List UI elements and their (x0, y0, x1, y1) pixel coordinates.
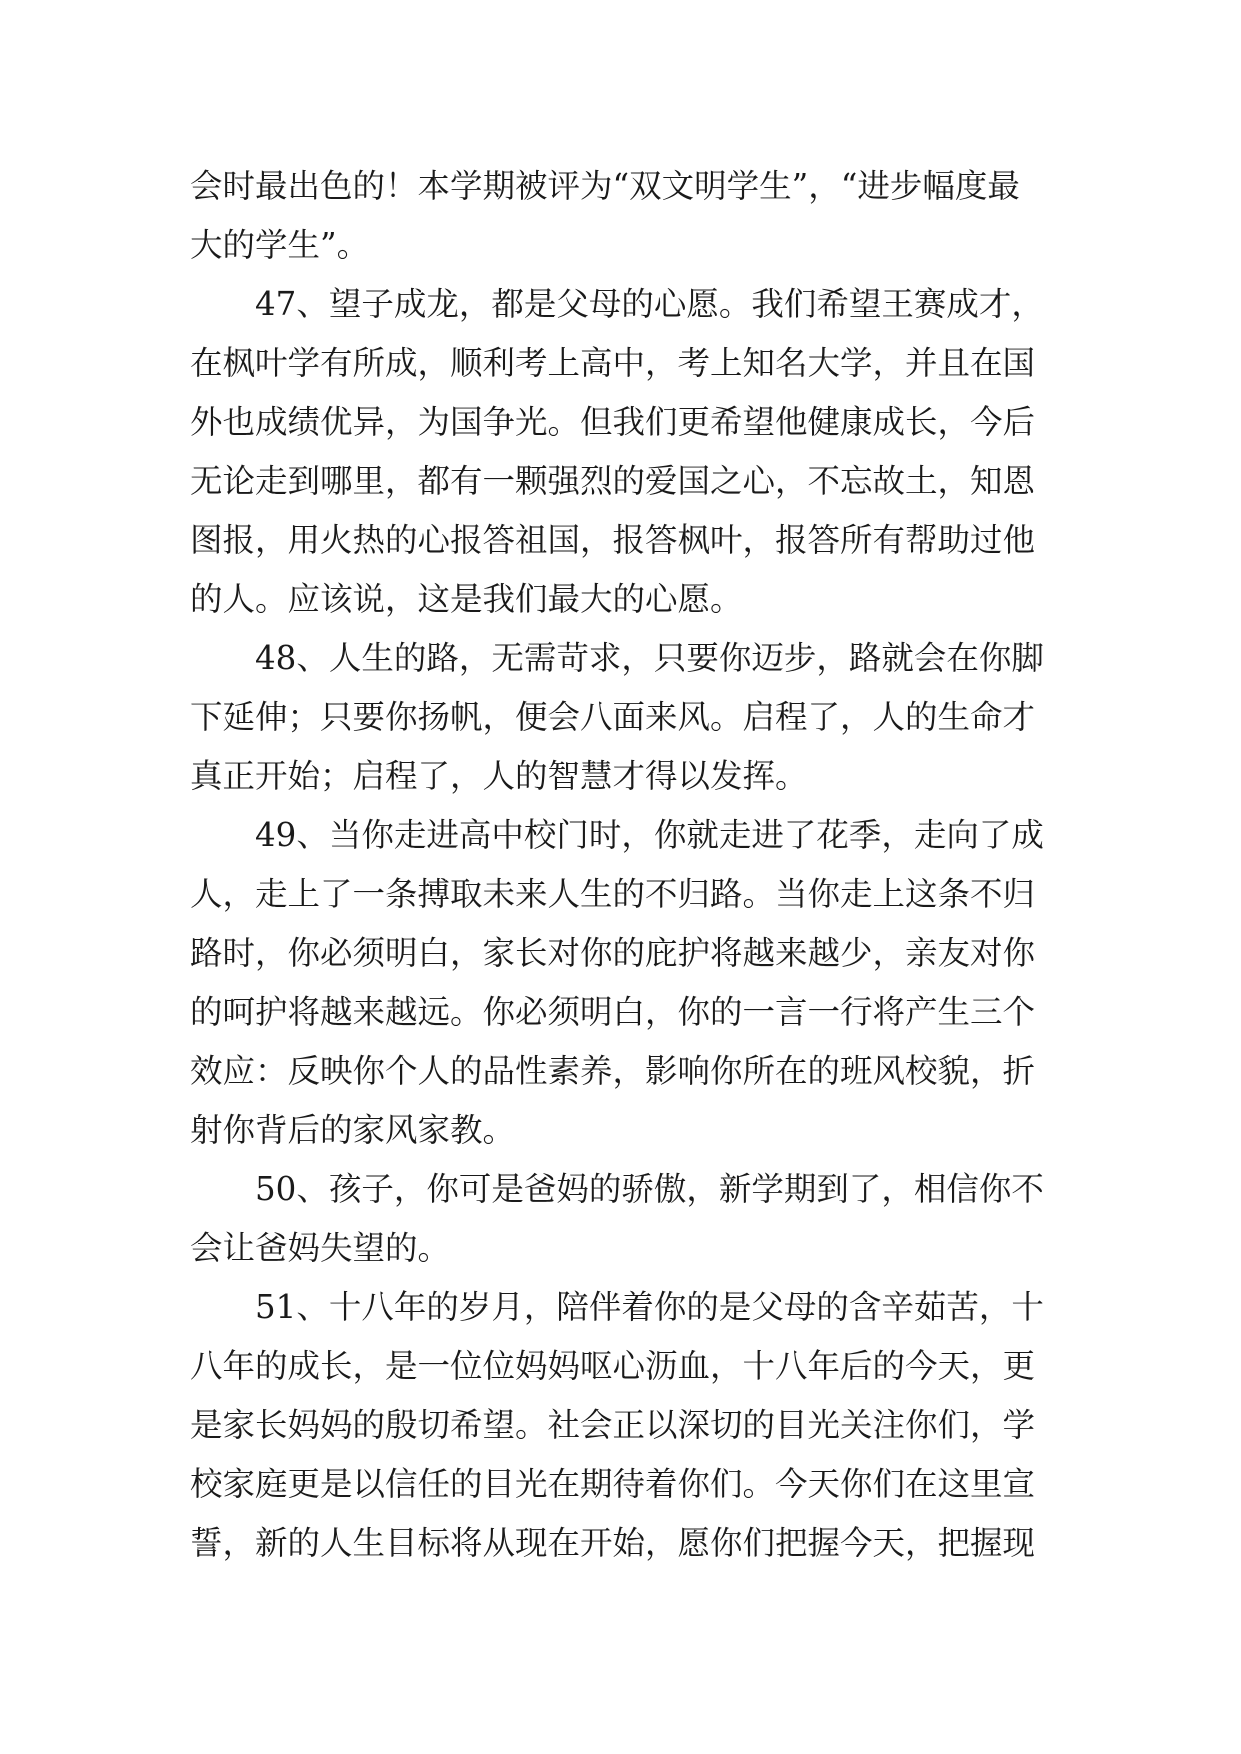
text-line: 图报，用火热的心报答祖国，报答枫叶，报答所有帮助过他 (190, 521, 1036, 559)
text-line: 下延伸；只要你扬帆，便会八面来风。启程了，人的生命才 (190, 698, 1036, 736)
text-line: 是家长妈妈的殷切希望。社会正以深切的目光关注你们，学 (190, 1406, 1036, 1444)
paragraph-start-line: 51、十八年的岁月，陪伴着你的是父母的含辛茹苦，十 (255, 1288, 1044, 1326)
text-line: 外也成绩优异，为国争光。但我们更希望他健康成长，今后 (190, 403, 1036, 441)
text-line: 路时，你必须明白，家长对你的庇护将越来越少，亲友对你 (190, 934, 1036, 972)
text-line: 会让爸妈失望的。 (190, 1229, 451, 1267)
text-line: 大的学生”。 (190, 226, 370, 264)
text-line: 真正开始；启程了，人的智慧才得以发挥。 (190, 757, 808, 795)
paragraph-start-line: 50、孩子，你可是爸妈的骄傲，新学期到了，相信你不 (255, 1170, 1044, 1208)
text-line: 誓，新的人生目标将从现在开始，愿你们把握今天，把握现 (190, 1524, 1036, 1562)
text-line: 在枫叶学有所成，顺利考上高中，考上知名大学，并且在国 (190, 344, 1036, 382)
text-line: 会时最出色的！本学期被评为“双文明学生”，“进步幅度最 (190, 167, 1020, 205)
text-line: 人，走上了一条搏取未来人生的不归路。当你走上这条不归 (190, 875, 1036, 913)
paragraph-start-line: 48、人生的路，无需苛求，只要你迈步，路就会在你脚 (255, 639, 1044, 677)
text-line: 八年的成长，是一位位妈妈呕心沥血，十八年后的今天，更 (190, 1347, 1036, 1385)
paragraph-start-line: 49、当你走进高中校门时，你就走进了花季，走向了成 (255, 816, 1044, 854)
body-text (190, 157, 1058, 1573)
text-line: 射你背后的家风家教。 (190, 1111, 516, 1149)
text-line: 效应：反映你个人的品性素养，影响你所在的班风校貌，折 (190, 1052, 1036, 1090)
text-line: 的人。应该说，这是我们最大的心愿。 (190, 580, 743, 618)
paragraph-start-line: 47、望子成龙，都是父母的心愿。我们希望王赛成才， (255, 285, 1044, 323)
text-line: 的呵护将越来越远。你必须明白，你的一言一行将产生三个 (190, 993, 1036, 1031)
text-line: 校家庭更是以信任的目光在期待着你们。今天你们在这里宣 (190, 1465, 1036, 1503)
text-line: 无论走到哪里，都有一颗强烈的爱国之心，不忘故土，知恩 (190, 462, 1036, 500)
